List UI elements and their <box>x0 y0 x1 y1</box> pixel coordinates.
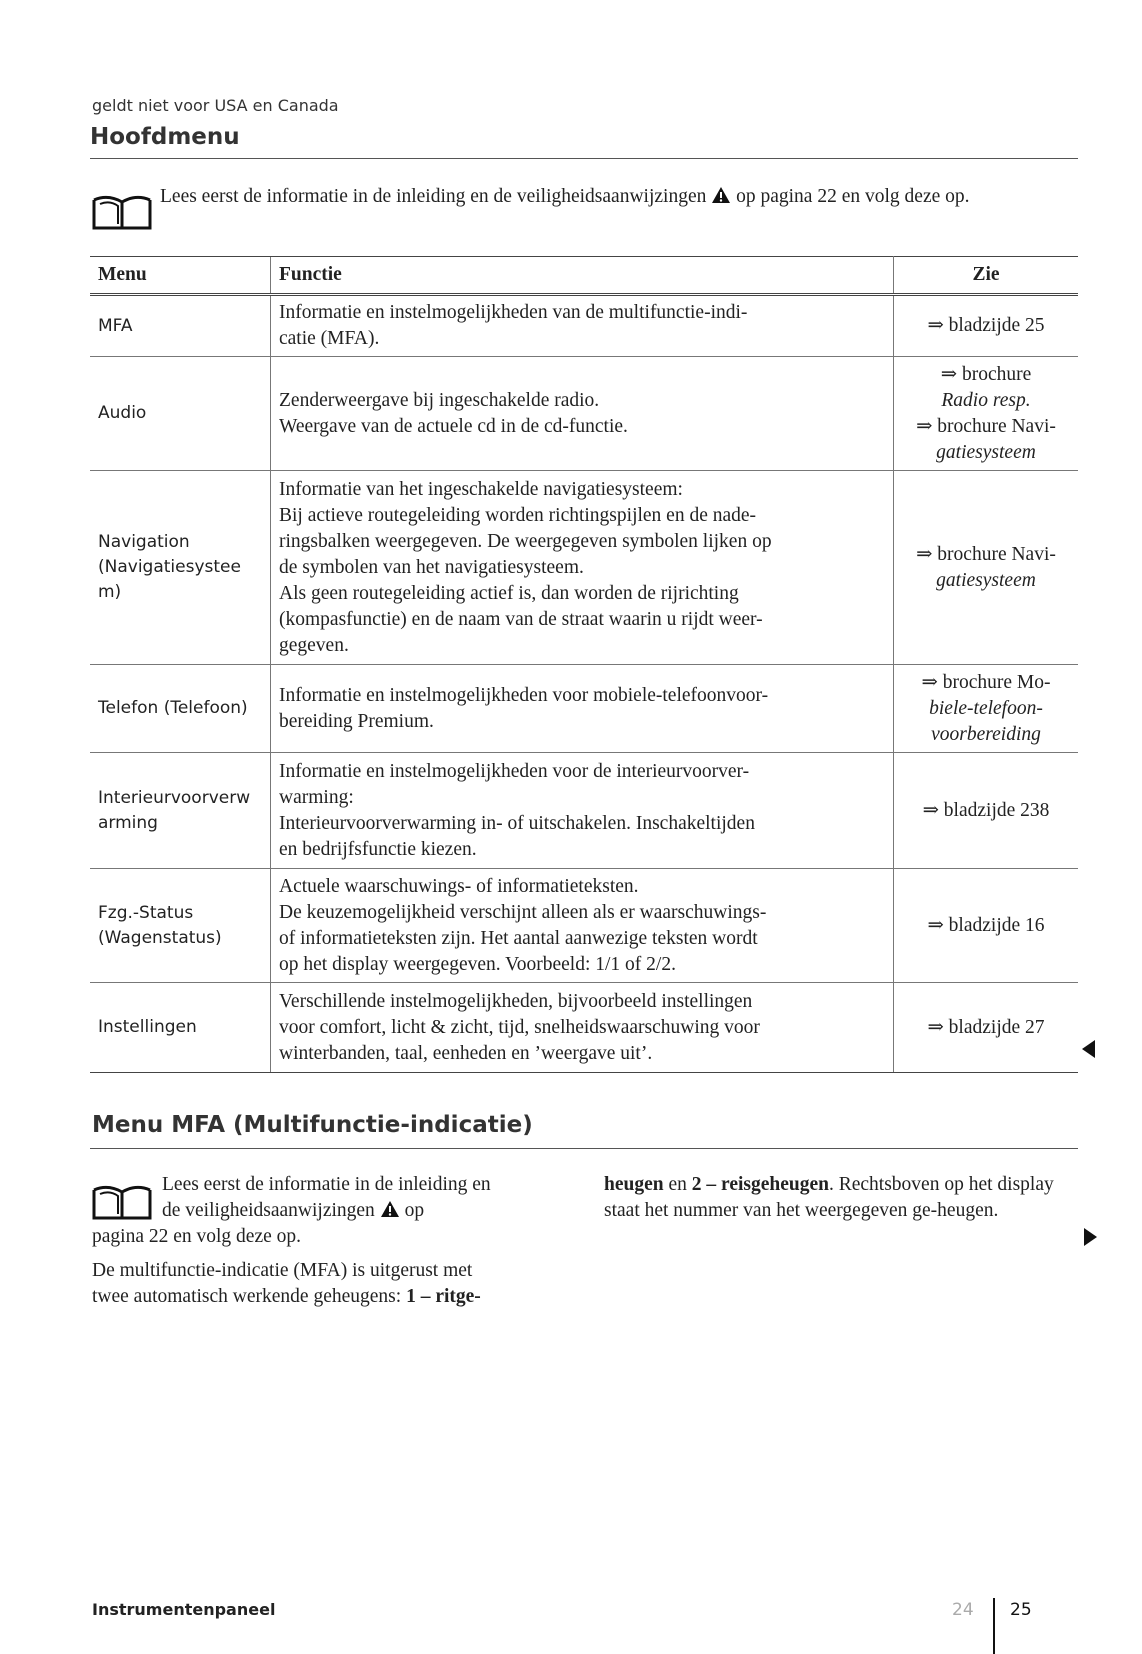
menu-label: arming <box>98 812 158 833</box>
continue-marker-icon <box>1084 1228 1097 1246</box>
text-fragment-bold: heugen <box>604 1174 664 1195</box>
text-fragment-bold: 2 – reisgeheugen <box>691 1174 829 1195</box>
functie-cell <box>271 983 894 1073</box>
page-reference: ⇒ bladzijde 25 <box>927 315 1045 336</box>
table-row <box>90 357 1078 471</box>
text-fragment: de veiligheidsaanwijzingen <box>162 1200 375 1221</box>
menu-label: (Navigatiesystee <box>98 557 241 577</box>
menu-cell <box>90 869 271 983</box>
menu-label: Telefon (Telefoon) <box>98 698 248 718</box>
functie-line: Informatie en instelmogelijkheden van de multifunctie-indi- <box>279 302 748 323</box>
menu-cell <box>90 295 271 357</box>
functie-line: winterbanden, taal, eenheden en ’weergave uit’. <box>279 1042 653 1064</box>
functie-cell <box>271 471 894 665</box>
text-line <box>92 1198 562 1224</box>
text-line: Lees eerst de informatie in de inleiding en <box>162 1174 491 1195</box>
col-header-functie: Functie <box>271 257 894 295</box>
table-row <box>90 665 1078 753</box>
mfa-right-column <box>604 1172 1084 1232</box>
functie-line: en bedrijfsfunctie kiezen. <box>279 838 477 860</box>
menu-cell <box>90 753 271 869</box>
menu-label: Navigation <box>98 532 190 552</box>
main-menu-table <box>90 256 1078 1073</box>
functie-cell <box>271 665 894 753</box>
menu-label: m) <box>98 582 122 602</box>
menu-label: Interieurvoorverw <box>98 787 251 808</box>
functie-line: of informatieteksten zijn. Het aantal aanwezige teksten wordt <box>279 927 758 949</box>
zie-cell <box>894 295 1079 357</box>
functie-line: Actuele waarschuwings- of informatieteksten. <box>279 875 639 897</box>
page-reference: ⇒ bladzijde 16 <box>927 914 1045 936</box>
page-reference: voorbereiding <box>931 723 1041 745</box>
table-header-row <box>90 257 1078 295</box>
functie-line: catie (MFA). <box>279 328 380 349</box>
zie-cell <box>894 357 1079 471</box>
functie-cell <box>271 753 894 869</box>
text-fragment: twee automatisch werkende geheugens: <box>92 1286 407 1307</box>
menu-label: Fzg.-Status <box>98 902 194 923</box>
functie-line: de symbolen van het navigatiesysteem. <box>279 556 584 578</box>
page-reference: ⇒ brochure Navi- <box>916 415 1056 437</box>
section-rule <box>90 1148 1078 1149</box>
page-reference: ⇒ brochure <box>940 363 1032 385</box>
menu-label: Audio <box>98 403 147 423</box>
title-rule <box>90 158 1078 159</box>
warning-icon <box>711 186 731 204</box>
zie-cell <box>894 753 1079 869</box>
intro-text-before: Lees eerst de informatie in de inleiding en de veiligheidsaanwijzingen <box>160 186 707 207</box>
table-row <box>90 753 1078 869</box>
intro-text <box>160 184 1060 210</box>
functie-line: ringsbalken weergegeven. De weergegeven symbolen lijken op <box>279 530 772 552</box>
zie-cell <box>894 471 1079 665</box>
zie-cell <box>894 983 1079 1073</box>
text-line <box>92 1284 562 1310</box>
zie-cell <box>894 869 1079 983</box>
page-number-right: 25 <box>1010 1600 1032 1620</box>
page-reference: gatiesysteem <box>936 441 1036 463</box>
page-reference: biele-telefoon- <box>929 697 1043 719</box>
menu-cell <box>90 665 271 753</box>
functie-line: gegeven. <box>279 634 349 656</box>
col-header-zie: Zie <box>894 257 1079 295</box>
page-reference: gatiesysteem <box>936 569 1036 591</box>
page-reference: Radio resp. <box>941 389 1031 411</box>
functie-line: Weergave van de actuele cd in de cd-functie. <box>279 415 628 437</box>
page-divider <box>993 1598 995 1654</box>
menu-label: MFA <box>98 315 133 336</box>
intro-text-after: op pagina 22 en volg deze op. <box>731 186 970 207</box>
text-fragment: . Rechtsboven op het display staat het nummer van het weergegeven ge-heugen. <box>604 1174 1054 1221</box>
page-reference: ⇒ bladzijde 238 <box>922 799 1050 821</box>
functie-line: Informatie en instelmogelijkheden voor de interieurvoorver- <box>279 760 750 782</box>
functie-line: Informatie van het ingeschakelde navigatiesysteem: <box>279 478 683 500</box>
menu-cell <box>90 471 271 665</box>
functie-cell <box>271 869 894 983</box>
functie-line: voor comfort, licht & zicht, tijd, snelheidswaarschuwing voor <box>279 1016 760 1038</box>
table-row <box>90 869 1078 983</box>
section-title-mfa: Menu MFA (Multifunctie-indicatie) <box>92 1112 533 1138</box>
col-header-menu: Menu <box>90 257 271 295</box>
page-reference: ⇒ brochure Navi- <box>916 543 1056 565</box>
functie-line: De keuzemogelijkheid verschijnt alleen als er waarschuwings- <box>279 901 767 923</box>
text-fragment-bold: 1 – ritge- <box>406 1286 481 1307</box>
mfa-left-column <box>92 1172 562 1318</box>
text-line: pagina 22 en volg deze op. <box>92 1226 302 1247</box>
functie-line: Bij actieve routegeleiding worden richtingspijlen en de nade- <box>279 504 757 526</box>
functie-line: Interieurvoorverwarming in- of uitschakelen. Inschakeltijden <box>279 812 755 834</box>
page-reference: ⇒ bladzijde 27 <box>927 1016 1045 1038</box>
zie-cell <box>894 665 1079 753</box>
menu-cell <box>90 983 271 1073</box>
section-end-marker-icon <box>1082 1040 1095 1058</box>
functie-line: warming: <box>279 786 354 808</box>
book-icon <box>92 194 154 232</box>
page-reference: ⇒ brochure Mo- <box>921 671 1051 693</box>
menu-label: (Wagenstatus) <box>98 927 222 948</box>
page-title: Hoofdmenu <box>90 124 240 150</box>
warning-icon <box>380 1200 400 1218</box>
mfa-description-paragraph <box>92 1258 562 1310</box>
menu-cell <box>90 357 271 471</box>
functie-line: op het display weergegeven. Voorbeeld: 1/1 of 2/2. <box>279 953 676 975</box>
table-row <box>90 295 1078 357</box>
functie-line: (kompasfunctie) en de naam van de straat waarin u rijdt weer- <box>279 608 763 630</box>
text-fragment: op <box>399 1200 425 1221</box>
functie-line: Zenderweergave bij ingeschakelde radio. <box>279 389 600 411</box>
functie-line: Als geen routegeleiding actief is, dan worden de rijrichting <box>279 582 739 604</box>
text-line: De multifunctie-indicatie (MFA) is uitgerust met <box>92 1260 473 1281</box>
functie-cell <box>271 357 894 471</box>
table-row <box>90 983 1078 1073</box>
functie-line: bereiding Premium. <box>279 710 434 732</box>
functie-cell <box>271 295 894 357</box>
table-row <box>90 471 1078 665</box>
mfa-intro-paragraph <box>92 1172 562 1250</box>
footer-section-title: Instrumentenpaneel <box>92 1600 276 1619</box>
text-fragment: en <box>663 1174 692 1195</box>
page-number-left: 24 <box>952 1600 974 1620</box>
menu-label: Instellingen <box>98 1017 197 1037</box>
functie-line: Verschillende instelmogelijkheden, bijvoorbeeld instellingen <box>279 990 753 1012</box>
region-note: geldt niet voor USA en Canada <box>92 96 339 115</box>
mfa-continuation-paragraph <box>604 1172 1084 1224</box>
functie-line: Informatie en instelmogelijkheden voor mobiele-telefoonvoor- <box>279 684 769 706</box>
